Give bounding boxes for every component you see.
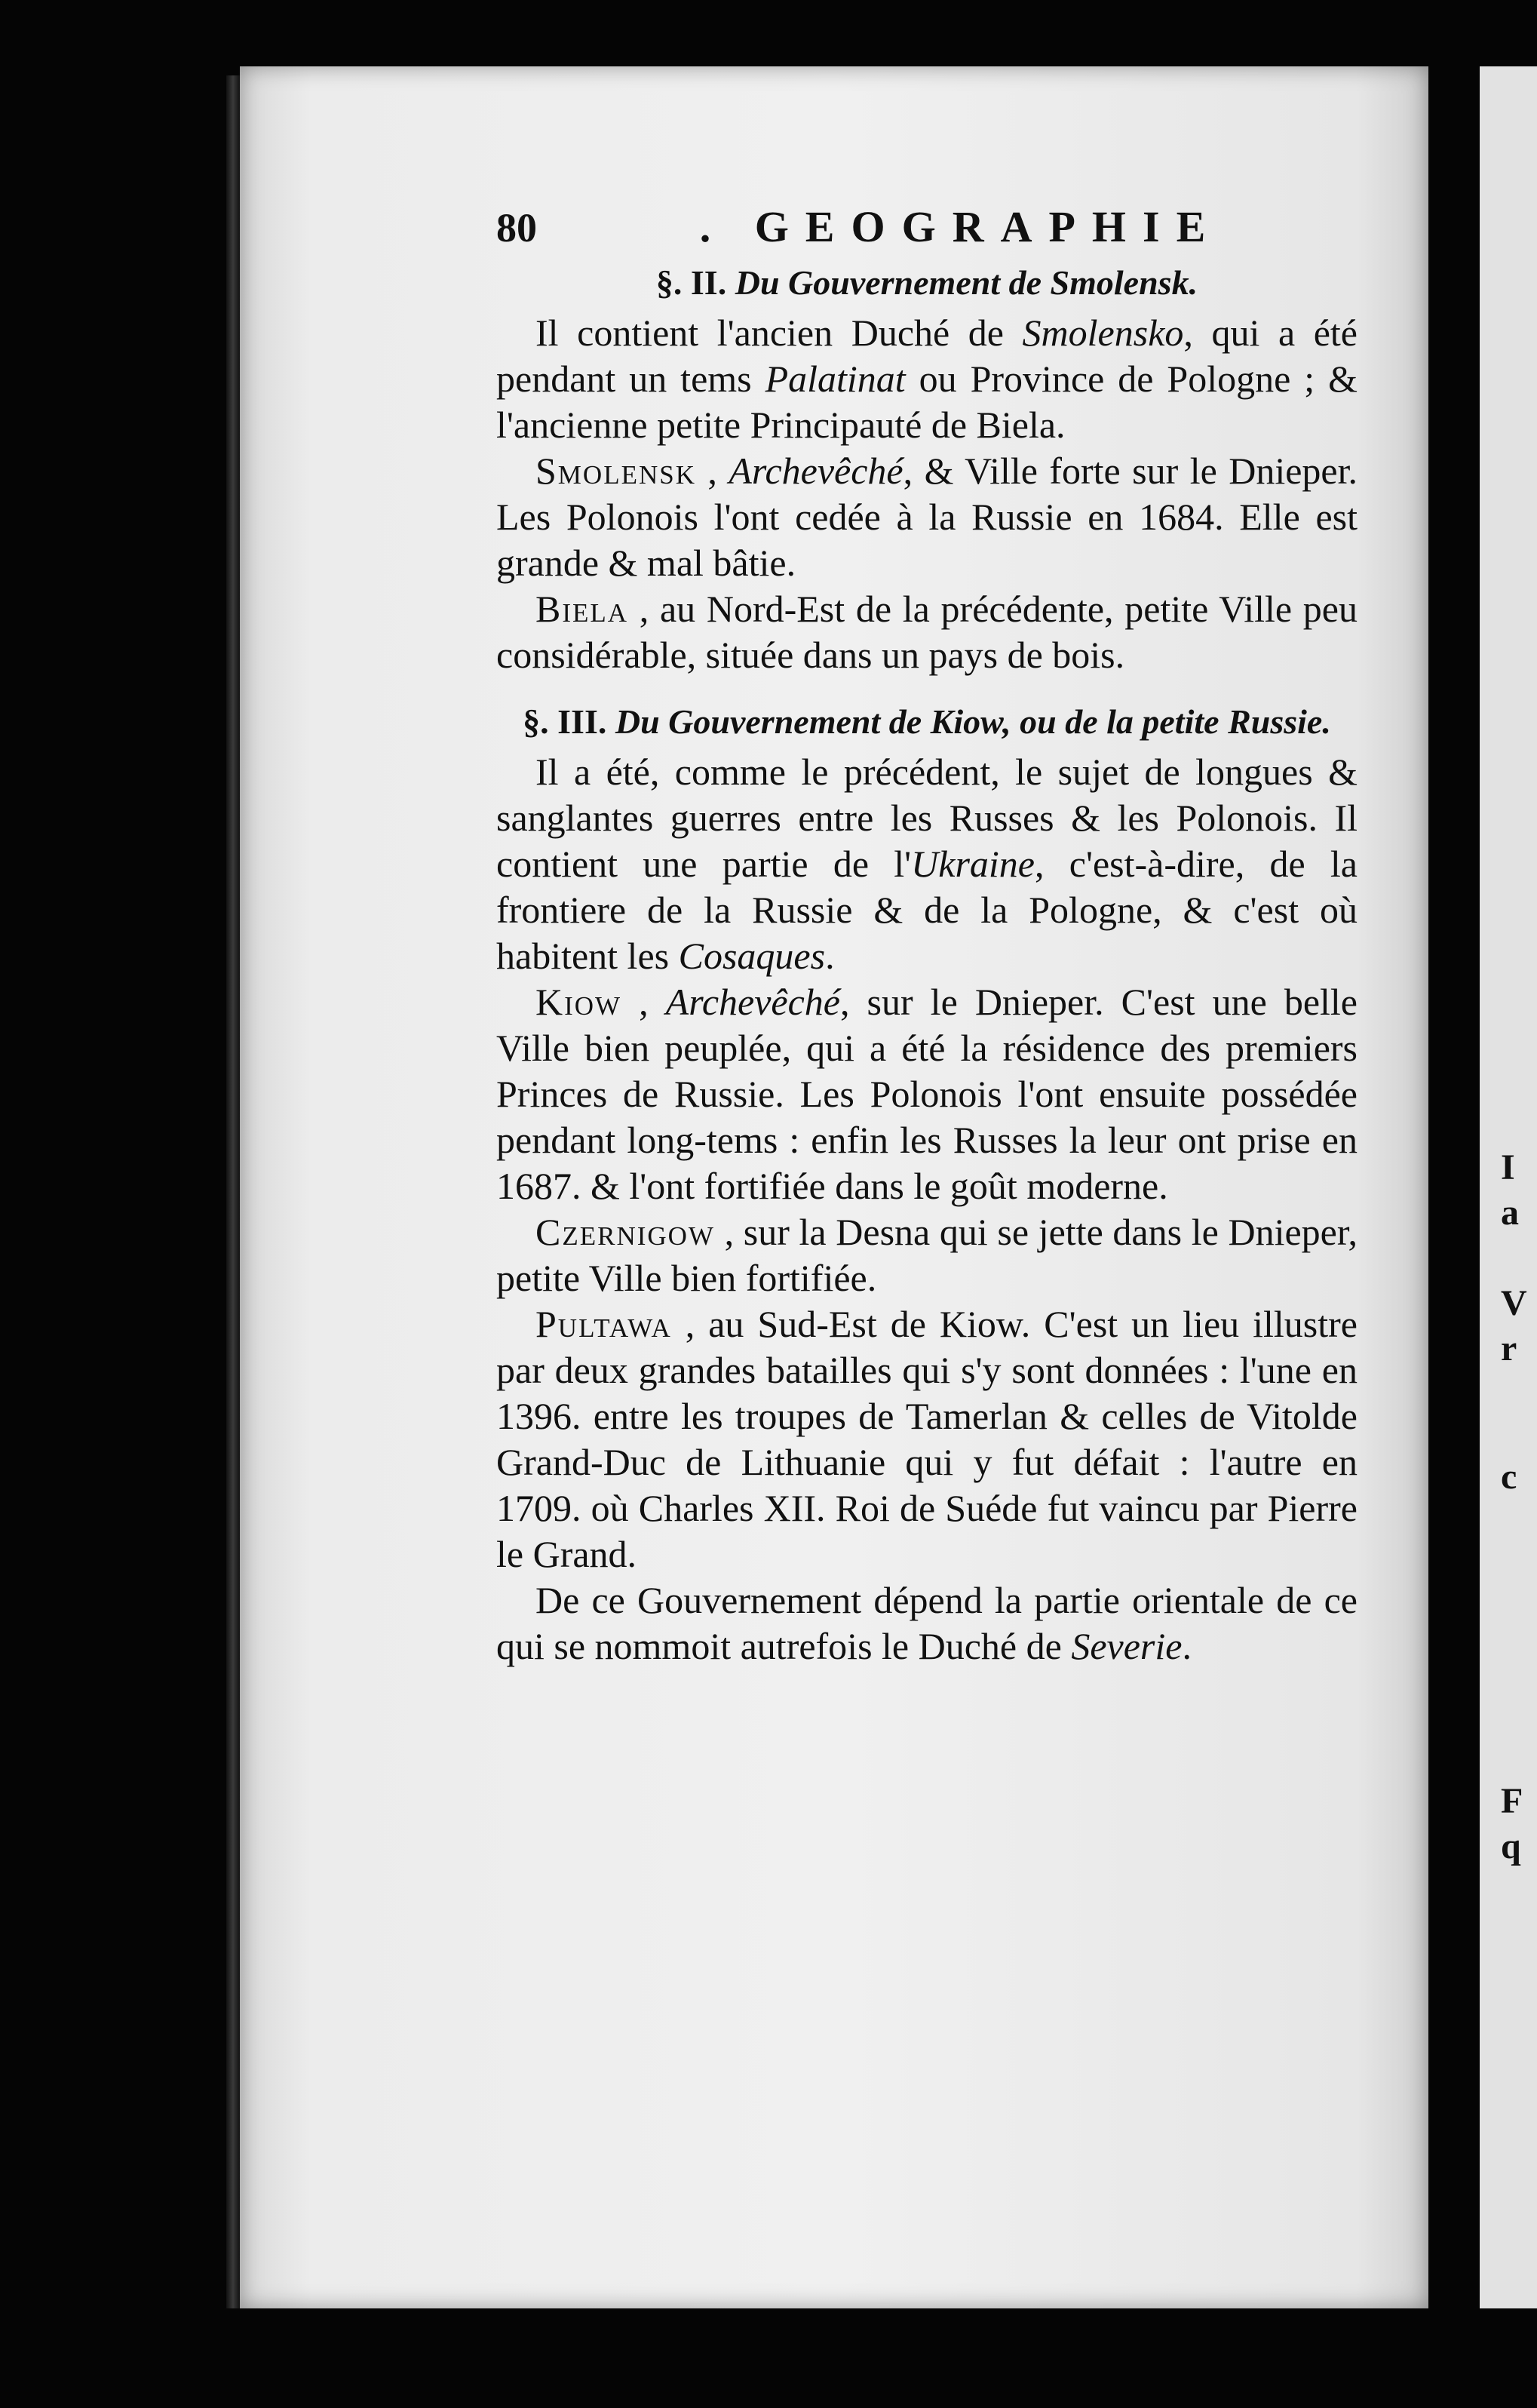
term: Archevêché [729,450,903,492]
facing-page-fragment: r [1501,1328,1517,1368]
running-head [496,204,1358,251]
text: , sur la Desna qui se jette dans le Dnieper, petite Ville bien fortifiée. [496,1211,1358,1299]
running-title: . GEOGRAPHIE [699,202,1223,251]
facing-page-fragment: a [1501,1193,1519,1233]
city-name: Biela [535,588,629,630]
section-title: Du Gouvernement de Kiow, ou de la petite Russie. [615,702,1331,741]
page-number: 80 [496,205,537,250]
facing-page-fragment: c [1501,1457,1517,1497]
text: De ce Gouvernement dépend la partie orientale de ce qui se nommoit autrefois le Duché de [496,1579,1358,1667]
city-name: Smolensk [535,450,696,492]
term: Archevêché [665,981,840,1023]
paragraph [496,448,1358,586]
text: . [1182,1625,1192,1667]
text: , au Sud-Est de Kiow. C'est un lieu illustre par deux grandes batailles qui s'y sont données : l'une en 1396. entre les troupes de Tamerlan & celles de Vitolde Grand-Duc de Lithuanie qui y fut défait : l'autre en 1709. où Charles XII. Roi de Suéde fut vaincu par Pierre le Grand. [496,1303,1358,1575]
text: Il contient l'ancien Duché de [535,312,1023,354]
text: , sur le Dnieper. C'est une belle Ville bien peuplée, qui a été la résidence des premiers Princes de Russie. Les Polonois l'ont ensuite possédée pendant long-tems : enfin les Russes la leur ont prise en 1687. & l'ont fortifiée dans le goût moderne. [496,981,1358,1207]
section-number: §. III. [523,702,607,741]
text: , c'est-à-dire, de la frontiere de la Russie & de la Pologne, & c'est où habitent les [496,843,1358,977]
book-spine [226,75,240,2308]
paragraph [496,979,1358,1209]
section-number: §. II. [655,263,727,302]
facing-page-fragment: V [1501,1283,1527,1323]
text: . [825,935,835,977]
text: , [621,981,666,1023]
place-name: Smolensko [1022,312,1184,354]
paragraph [496,586,1358,678]
section-heading [496,699,1358,745]
page-text [496,204,1358,1669]
city-name: Kiow [535,981,622,1023]
place-name: Severie [1071,1625,1183,1667]
term: Palatinat [765,358,906,400]
place-name: Ukraine [911,843,1035,885]
text: , qui a été pendant un tems [496,312,1358,400]
text: , & Ville forte sur le Dnieper. Les Polonois l'ont cedée à la Russie en 1684. Elle est grande & mal bâtie. [496,450,1358,584]
text: , au Nord-Est de la précédente, petite Ville peu considérable, située dans un pays de bois. [496,588,1358,676]
paragraph [496,1209,1358,1301]
text: Il a été, comme le précédent, le sujet de longues & sanglantes guerres entre les Russes & les Polonois. Il contient une partie de l' [496,751,1358,885]
term: Cosaques [678,935,826,977]
city-name: Czernigow [535,1211,715,1253]
facing-page-fragment: q [1501,1826,1521,1866]
text: , [695,450,729,492]
paragraph [496,1301,1358,1577]
section-heading [496,260,1358,306]
facing-page-fragment: I [1501,1147,1515,1187]
facing-page-fragment: F [1501,1781,1523,1821]
city-name: Pultawa [535,1303,672,1345]
paragraph [496,1577,1358,1669]
paragraph [496,749,1358,979]
section-title: Du Gouvernement de Smolensk. [735,263,1198,302]
paragraph [496,310,1358,448]
text: ou Province de Pologne ; & l'ancienne petite Principauté de Biela. [496,358,1358,446]
